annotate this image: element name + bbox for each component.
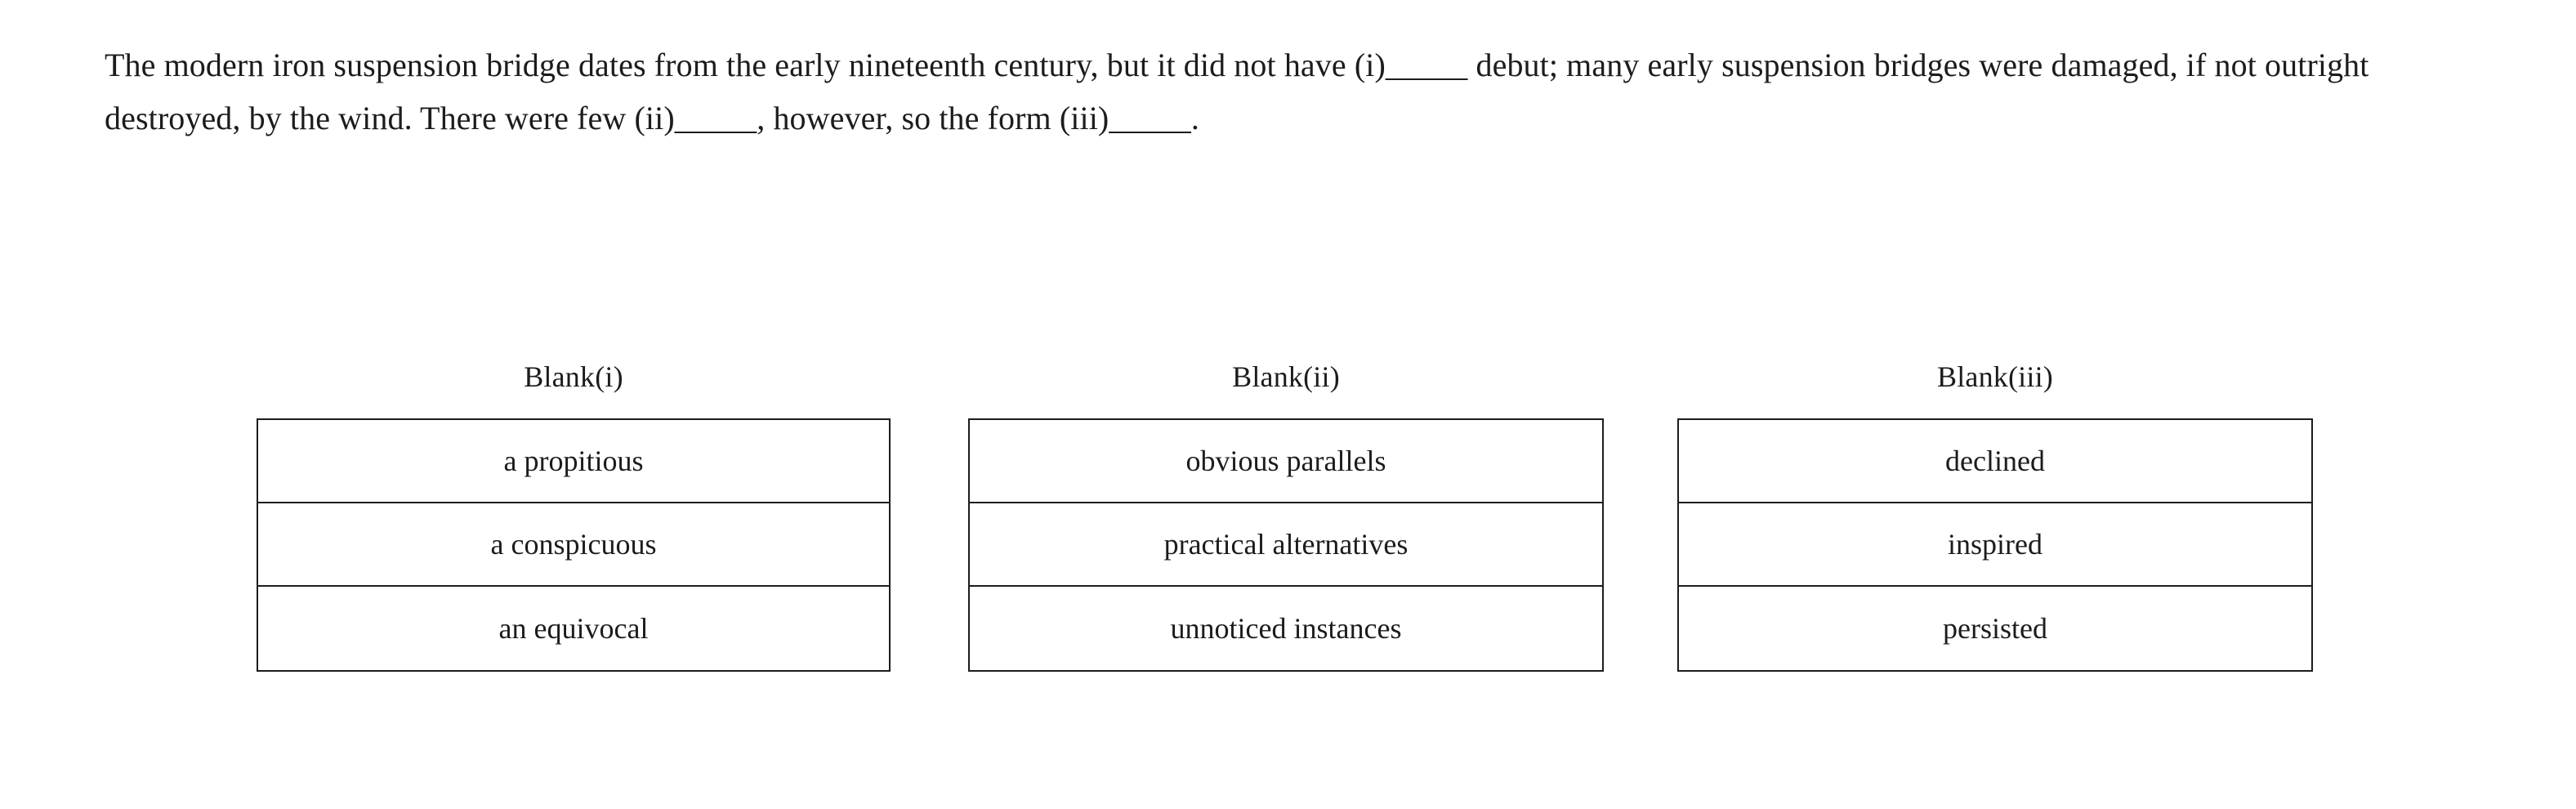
option-ii-2[interactable]: practical alternatives — [970, 503, 1602, 587]
option-i-1[interactable]: a propitious — [258, 420, 889, 503]
options-box-i — [257, 418, 891, 672]
question-stem: The modern iron suspension bridge dates from the early nineteenth century, but it did not have (i)_____ debut; many early suspension bridges were damaged, if not outright destroyed, by the wind. There were few (ii)_____, however, so the form (iii)_____. — [105, 47, 2369, 136]
blank-label-iii: Blank(iii) — [1937, 360, 2053, 393]
blank-label-ii: Blank(ii) — [1232, 360, 1340, 393]
blank-column-i — [257, 360, 891, 672]
options-box-iii — [1677, 418, 2313, 672]
option-iii-1[interactable]: declined — [1679, 420, 2311, 503]
option-iii-3[interactable]: persisted — [1679, 587, 2311, 670]
option-iii-2[interactable]: inspired — [1679, 503, 2311, 587]
options-box-ii — [968, 418, 1604, 672]
option-i-2[interactable]: a conspicuous — [258, 503, 889, 587]
blanks-area — [0, 360, 2576, 672]
blank-column-iii — [1678, 360, 2312, 672]
blank-column-ii — [969, 360, 1603, 672]
option-ii-1[interactable]: obvious parallels — [970, 420, 1602, 503]
blank-label-i: Blank(i) — [524, 360, 623, 393]
option-ii-3[interactable]: unnoticed instances — [970, 587, 1602, 670]
option-i-3[interactable]: an equivocal — [258, 587, 889, 670]
